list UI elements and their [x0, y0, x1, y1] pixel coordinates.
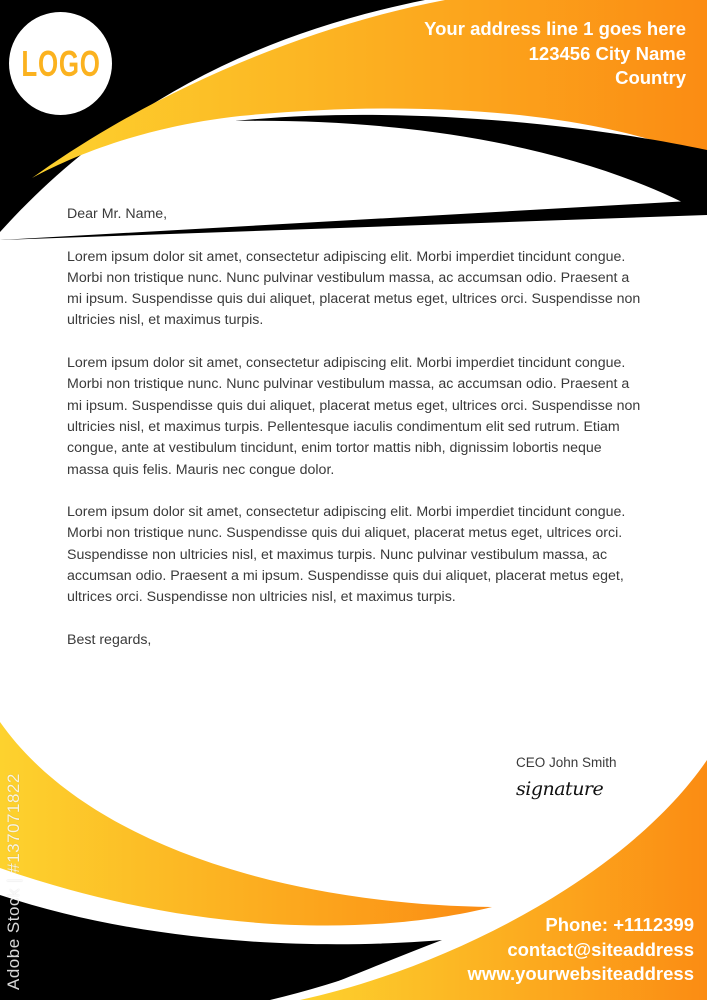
letter-body: [67, 204, 647, 673]
logo: [9, 12, 112, 115]
closing: Best regards,: [67, 631, 152, 648]
paragraph: Lorem ipsum dolor sit amet, consectetur adipiscing elit. Morbi imperdiet tincidunt congue. Morbi non tristique nunc. Nunc pulvinar vestibulum massa, ac accumsan odio. Praesent a mi ipsum. Suspendisse quis dui aliquet, placerat metus eget, ultrices orci. Suspendisse non ultricies nisl, et maximus turpis.: [67, 248, 641, 329]
paragraph: Lorem ipsum dolor sit amet, consectetur adipiscing elit. Morbi imperdiet tincidunt congue. Morbi non tristique nunc. Suspendisse quis dui aliquet, placerat metus eget, ultrices orci. Suspendisse non ultricies nisl, et maximus turpis. Nunc pulvinar vestibulum massa, ac accumsan odio. Praesent a mi ipsum. Suspendisse quis dui aliquet, placerat metus eget, ultrices orci. Suspendisse non ultricies nisl, et maximus turpis.: [67, 504, 626, 606]
phone: Phone: +1112399: [545, 914, 694, 935]
company-address: [424, 17, 686, 91]
logo-text: LOGO: [20, 42, 101, 84]
contact-info: [467, 913, 694, 987]
signer-name: CEO John Smith: [516, 755, 617, 770]
email: contact@siteaddress: [507, 938, 694, 960]
paragraph: Lorem ipsum dolor sit amet, consectetur adipiscing elit. Morbi imperdiet tincidunt congue. Morbi non tristique nunc. Nunc pulvinar vestibulum massa, ac accumsan odio. Praesent a mi ipsum. Suspendisse quis dui aliquet, placerat metus eget, ultrices orci. Suspendisse non ultricies nisl, et maximus turpis. Pellentesque iaculis condimentum elit sed rutrum. Etiam congue, ante at vestibulum tincidunt, enim tortor mattis nibh, dignissim lobortis neque massa quis felis. Mauris nec congue dolor.: [67, 355, 641, 478]
address-line-3: Country: [615, 67, 686, 88]
signature: signature: [516, 778, 604, 800]
signature-block: [516, 755, 617, 800]
website: www.yourwebsiteaddress: [467, 963, 694, 984]
address-line-2: 123456 City Name: [528, 42, 686, 64]
greeting: Dear Mr. Name,: [67, 206, 168, 222]
stock-watermark: Adobe Stock | #137071822: [4, 773, 23, 990]
address-line-1: Your address line 1 goes here: [424, 18, 686, 39]
bottom-orange-band: [0, 722, 492, 926]
